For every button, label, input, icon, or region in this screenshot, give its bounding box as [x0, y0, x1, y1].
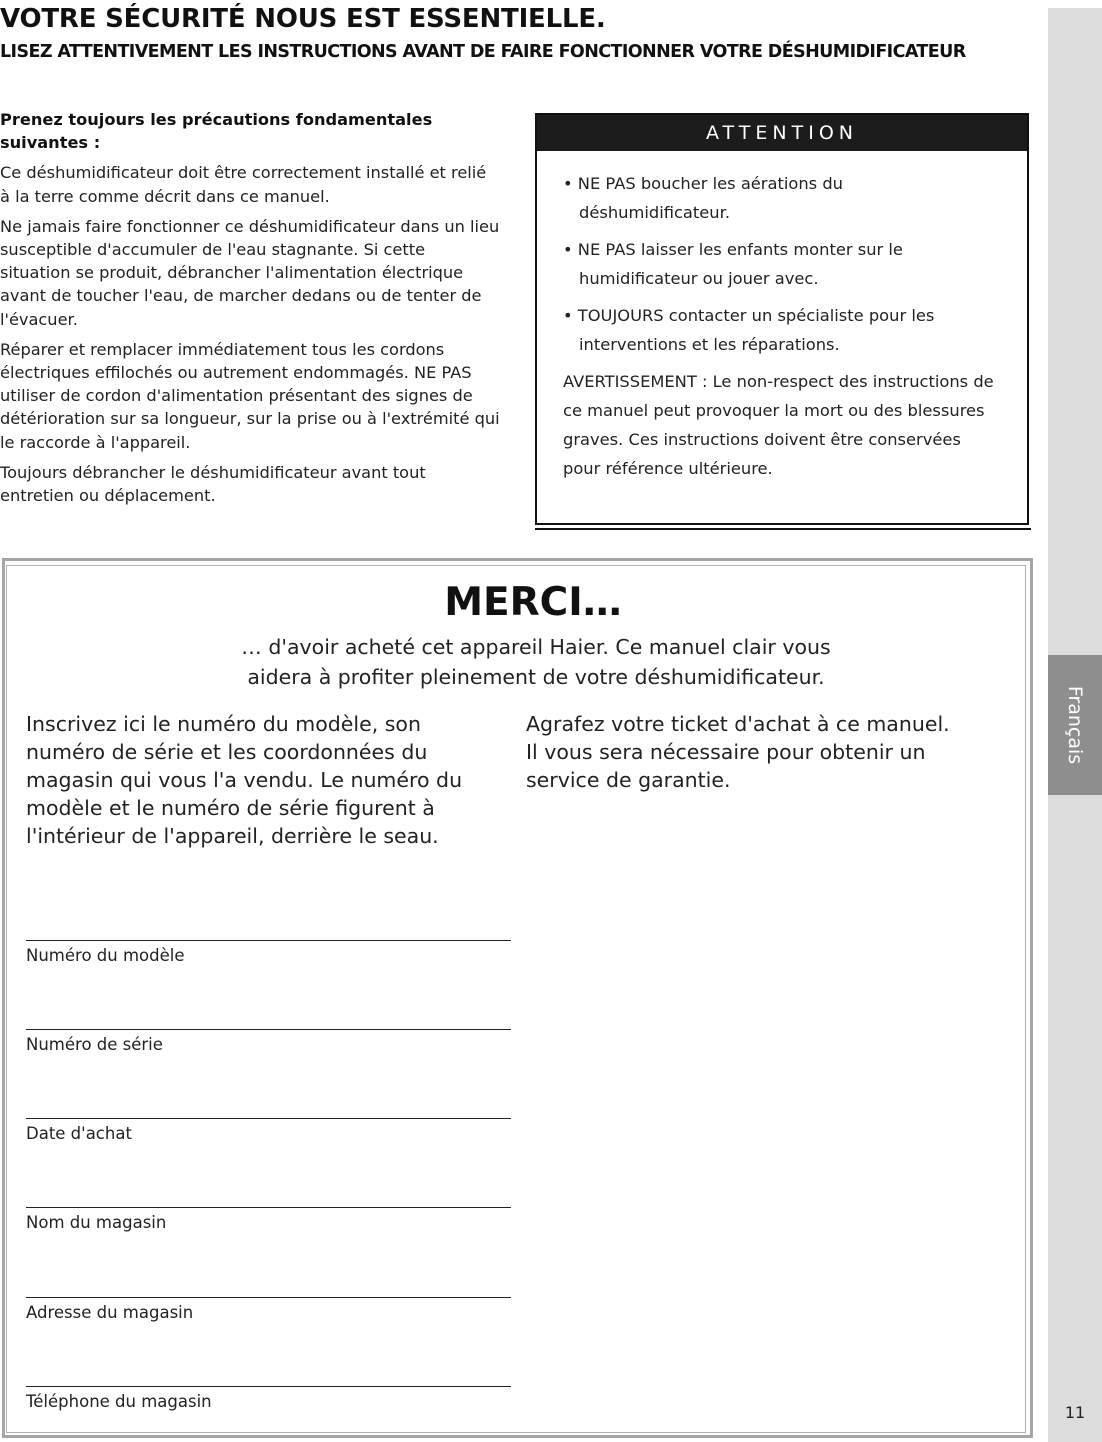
field-line: [26, 1386, 511, 1387]
field-line: [26, 1297, 511, 1298]
precaution-paragraph: Ce déshumidificateur doit être correctement installé et relié à la terre comme décrit dans ce manuel.: [0, 163, 487, 206]
record-line: modèle et le numéro de série figurent à: [26, 796, 435, 820]
record-line: magasin qui vous l'a vendu. Le numéro du: [26, 768, 463, 792]
field-model-number[interactable]: [26, 940, 511, 965]
merci-subtitle: [0, 632, 1072, 692]
page-subtitle: LISEZ ATTENTIVEMENT LES INSTRUCTIONS AVANT DE FAIRE FONCTIONNER VOTRE DÉSHUMIDIFICATEUR: [0, 42, 966, 62]
merci-subtitle-line: … d'avoir acheté cet appareil Haier. Ce manuel clair vous: [241, 635, 831, 659]
staple-instructions: [526, 710, 1026, 794]
staple-line: Agrafez votre ticket d'achat à ce manuel.: [526, 712, 950, 736]
attention-bullet: • NE PAS laisser les enfants monter sur le humidificateur ou jouer avec.: [563, 240, 903, 288]
attention-bullet: • NE PAS boucher les aérations du déshumidificateur.: [563, 174, 843, 222]
precaution-paragraph: Réparer et remplacer immédiatement tous les cordons électriques effilochés ou autrement endommagés. NE PAS utiliser de cordon d'alimentation présentant des signes de détérioration sur sa longueur, sur la prise ou à l'extrémité qui le raccorde à l'appareil.: [0, 339, 500, 452]
attention-bullet: • TOUJOURS contacter un spécialiste pour les interventions et les réparations.: [563, 306, 935, 354]
record-instructions: [26, 710, 531, 850]
attention-underline: [535, 528, 1031, 530]
merci-subtitle-line: aidera à profiter pleinement de votre déshumidificateur.: [247, 665, 825, 689]
field-line: [26, 1029, 511, 1030]
field-store-name[interactable]: [26, 1207, 511, 1232]
attention-body: [537, 151, 1027, 483]
record-line: Inscrivez ici le numéro du modèle, son: [26, 712, 421, 736]
field-purchase-date[interactable]: [26, 1118, 511, 1143]
page-number: 11: [1064, 1403, 1086, 1422]
field-line: [26, 940, 511, 941]
field-label: Téléphone du magasin: [26, 1392, 212, 1411]
field-line: [26, 1118, 511, 1119]
record-line: l'intérieur de l'appareil, derrière le seau.: [26, 824, 439, 848]
field-store-address[interactable]: [26, 1297, 511, 1322]
field-line: [26, 1207, 511, 1208]
field-label: Numéro du modèle: [26, 946, 185, 965]
merci-title: MERCI…: [444, 580, 622, 625]
field-label: Nom du magasin: [26, 1213, 167, 1232]
precautions-section: [0, 108, 500, 514]
attention-header: ATTENTION: [537, 115, 1027, 151]
staple-line: service de garantie.: [526, 768, 731, 792]
language-tab[interactable]: [1048, 655, 1102, 795]
attention-box: [535, 113, 1029, 525]
precautions-heading: Prenez toujours les précautions fondamentales suivantes :: [0, 110, 433, 153]
precaution-paragraph: Ne jamais faire fonctionner ce déshumidificateur dans un lieu susceptible d'accumuler de l'eau stagnante. Si cette situation se produit, débrancher l'alimentation électrique avant de toucher l'eau, de marcher dedans ou de tenter de l'évacuer.: [0, 216, 500, 329]
attention-warning: AVERTISSEMENT : Le non-respect des instructions de ce manuel peut provoquer la mort ou des blessures graves. Ces instructions doivent être conservées pour référence ultérieure.: [563, 372, 994, 478]
field-serial-number[interactable]: [26, 1029, 511, 1054]
staple-line: Il vous sera nécessaire pour obtenir un: [526, 740, 926, 764]
page-title: VOTRE SÉCURITÉ NOUS EST ESSENTIELLE.: [0, 4, 606, 34]
field-label: Adresse du magasin: [26, 1303, 194, 1322]
language-label: Français: [1064, 685, 1086, 765]
precaution-paragraph: Toujours débrancher le déshumidificateur avant tout entretien ou déplacement.: [0, 462, 426, 506]
field-label: Numéro de série: [26, 1035, 163, 1054]
field-label: Date d'achat: [26, 1124, 132, 1143]
field-store-phone[interactable]: [26, 1386, 511, 1411]
record-line: numéro de série et les coordonnées du: [26, 740, 428, 764]
